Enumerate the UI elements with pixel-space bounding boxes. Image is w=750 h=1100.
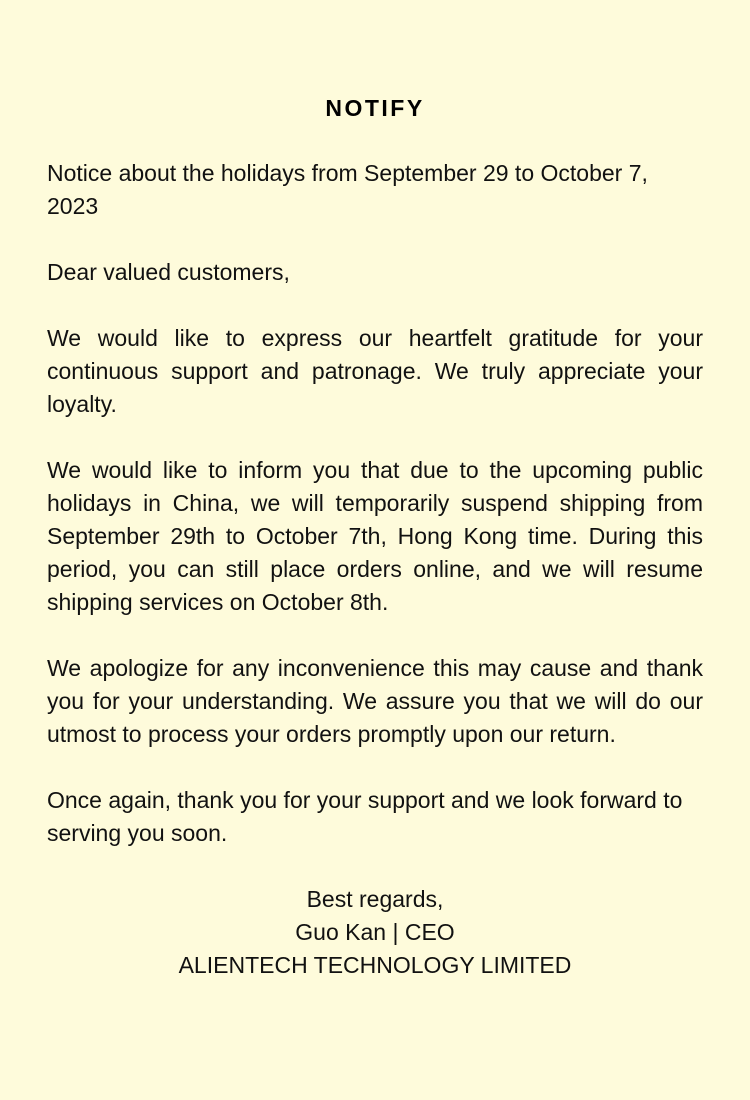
signature-block: [47, 883, 703, 982]
notice-paragraph-apology: We apologize for any inconvenience this may cause and thank you for your understanding. We assure you that we will do our utmost to process your orders promptly upon our return.: [47, 655, 703, 747]
signature-company: ALIENTECH TECHNOLOGY LIMITED: [178, 952, 572, 978]
notice-paragraph-closing: Once again, thank you for your support and we look forward to serving you soon.: [47, 787, 683, 846]
notice-greeting: Dear valued customers,: [47, 259, 290, 285]
signature-closing: Best regards,: [306, 886, 444, 912]
notice-paragraph-shipping-suspension: We would like to inform you that due to the upcoming public holidays in China, we will temporarily suspend shipping from September 29th to October 7th, Hong Kong time. During this period, you can still place orders online, and we will resume shipping services on October 8th.: [47, 457, 703, 615]
notice-title: NOTIFY: [325, 95, 425, 121]
notice-paragraph-gratitude: We would like to express our heartfelt gratitude for your continuous support and patronage. We truly appreciate your loyalty.: [47, 325, 703, 417]
signature-signer: Guo Kan | CEO: [295, 919, 455, 945]
notice-subject: Notice about the holidays from September 29 to October 7, 2023: [47, 160, 648, 219]
